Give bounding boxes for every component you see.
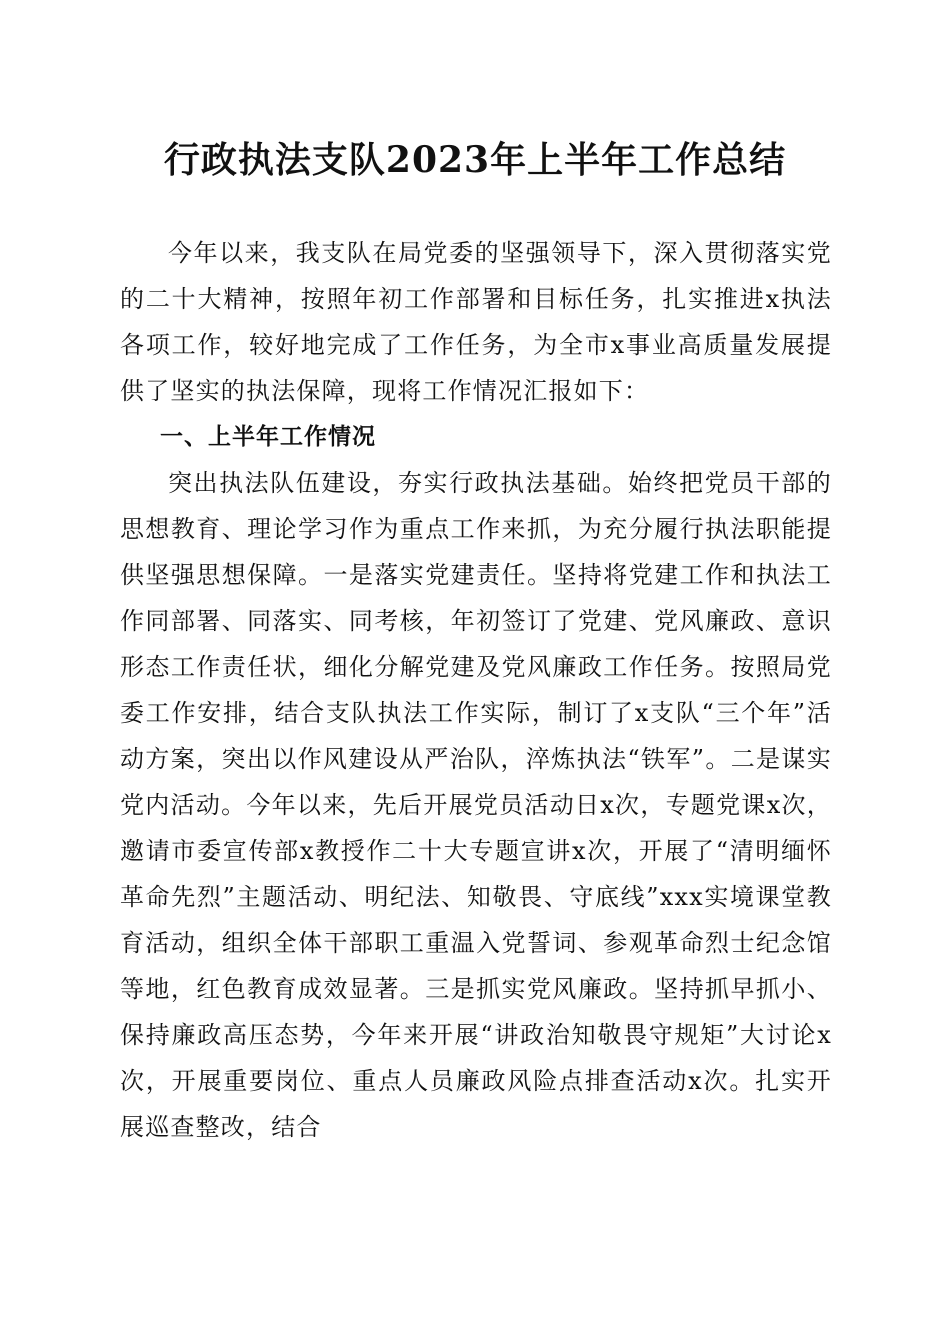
document-title: 行政执法支队2023年上半年工作总结 bbox=[163, 139, 787, 181]
intro-paragraph: 今年以来，我支队在局党委的坚强领导下，深入贯彻落实党的二十大精神，按照年初工作部署和目标任务，扎实推进x执法各项工作，较好地完成了工作任务，为全市x事业高质量发展提供了坚实的执法保障，现将工作情况汇报如下： bbox=[120, 239, 832, 405]
document-body bbox=[120, 230, 832, 1150]
section-heading: 一、上半年工作情况 bbox=[160, 424, 376, 450]
section-paragraph: 突出执法队伍建设，夯实行政执法基础。始终把党员干部的思想教育、理论学习作为重点工作来抓，为充分履行执法职能提供坚强思想保障。一是落实党建责任。坚持将党建工作和执法工作同部署、同落实、同考核，年初签订了党建、党风廉政、意识形态工作责任状，细化分解党建及党风廉政工作任务。按照局党委工作安排，结合支队执法工作实际，制订了x支队“三个年”活动方案，突出以作风建设从严治队，淬炼执法“铁军”。二是谋实党内活动。今年以来，先后开展党员活动日x次，专题党课x次，邀请市委宣传部x教授作二十大专题宣讲x次，开展了“清明缅怀革命先烈”主题活动、明纪法、知敬畏、守底线”xxx实境课堂教育活动，组织全体干部职工重温入党誓词、参观革命烈士纪念馆等地，红色教育成效显著。三是抓实党风廉政。坚持抓早抓小、保持廉政高压态势，今年来开展“讲政治知敬畏守规矩”大讨论x次，开展重要岗位、重点人员廉政风险点排查活动x次。扎实开展巡查整改，结合 bbox=[120, 469, 832, 1141]
